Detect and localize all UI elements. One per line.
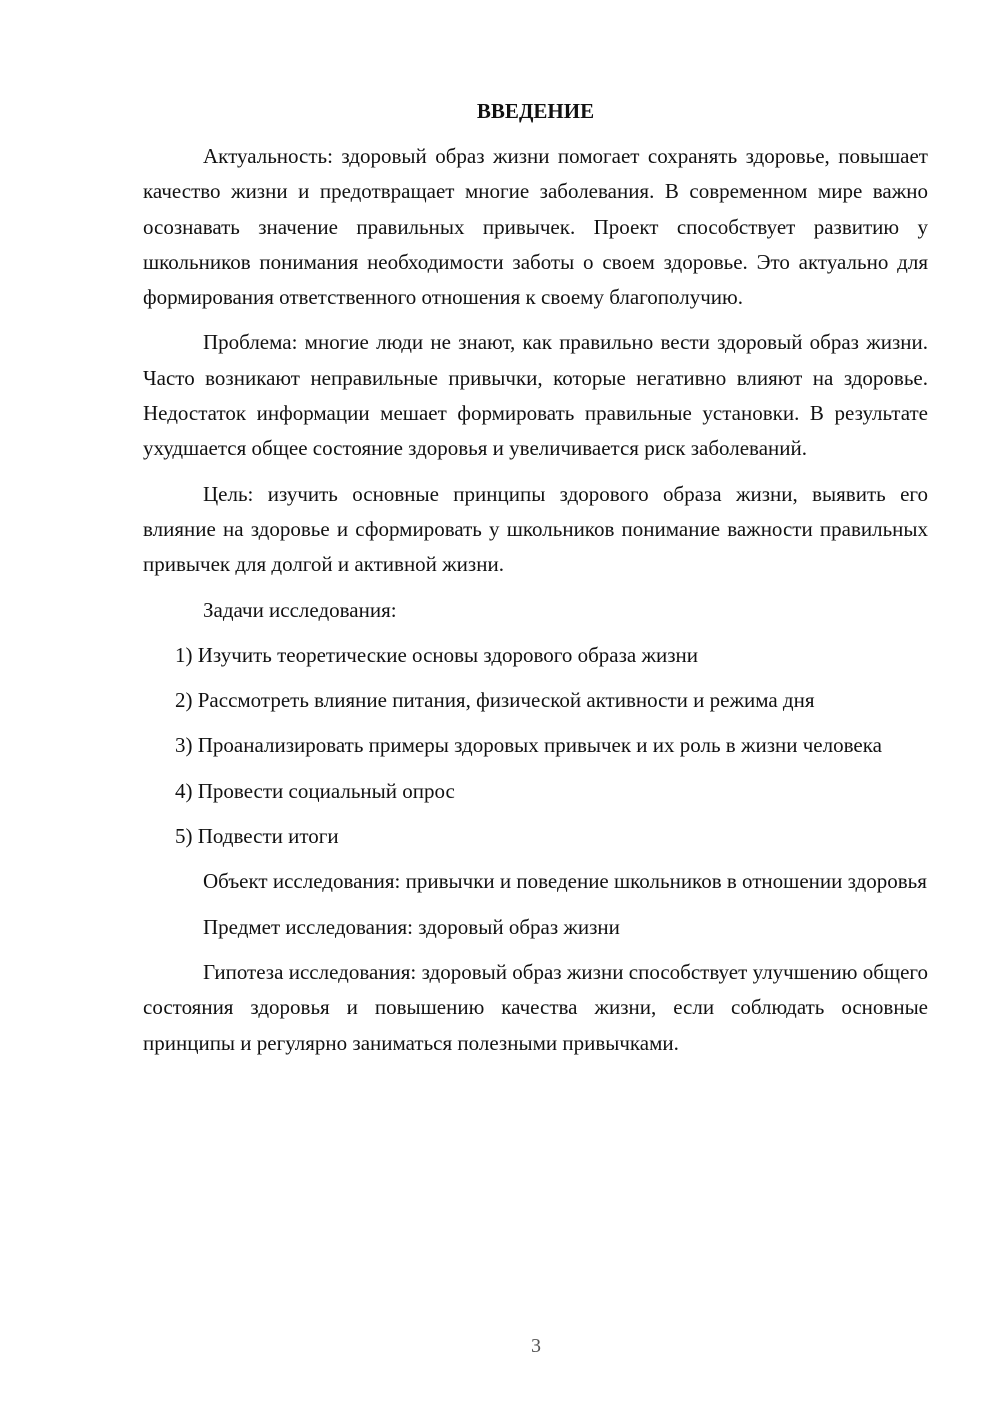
- page-number: 3: [531, 1335, 541, 1357]
- paragraph-relevance: Актуальность: здоровый образ жизни помогает сохранять здоровье, повышает качество жизни и предотвращает многие заболевания. В современном мире важно осознавать значение правильных привычек. Проект способствует развитию у школьников понимания необходимости заботы о своем здоровье. Это актуально для формирования ответственного отношения к своему благополучию.: [143, 144, 928, 310]
- page-content: [143, 96, 928, 1071]
- paragraph-object: Объект исследования: привычки и поведение школьников в отношении здоровья: [203, 869, 927, 894]
- task-item-4: 4) Провести социальный опрос: [175, 778, 455, 803]
- paragraph-problem: Проблема: многие люди не знают, как правильно вести здоровый образ жизни. Часто возникают неправильные привычки, которые негативно влияют на здоровье. Недостаток информации мешает формировать правильные установки. В результате ухудшается общее состояние здоровья и увеличивается риск заболеваний.: [143, 330, 928, 461]
- task-item-2: 2) Рассмотреть влияние питания, физической активности и режима дня: [175, 688, 815, 713]
- task-item-1: 1) Изучить теоретические основы здорового образа жизни: [175, 642, 699, 667]
- paragraph-goal: Цель: изучить основные принципы здорового образа жизни, выявить его влияние на здоровье и сформировать у школьников понимание важности правильных привычек для долгой и активной жизни.: [143, 481, 928, 577]
- paragraph-subject: Предмет исследования: здоровый образ жизни: [203, 914, 620, 939]
- paragraph-hypothesis: Гипотеза исследования: здоровый образ жизни способствует улучшению общего состояния здоровья и повышению качества жизни, если соблюдать основные принципы и регулярно заниматься полезными привычками.: [143, 959, 928, 1055]
- task-item-3: 3) Проанализировать примеры здоровых привычек и их роль в жизни человека: [175, 733, 882, 758]
- task-item-5: 5) Подвести итоги: [175, 824, 339, 849]
- paragraph-tasks-heading: Задачи исследования:: [203, 597, 397, 622]
- page-title: ВВЕДЕНИЕ: [476, 99, 595, 123]
